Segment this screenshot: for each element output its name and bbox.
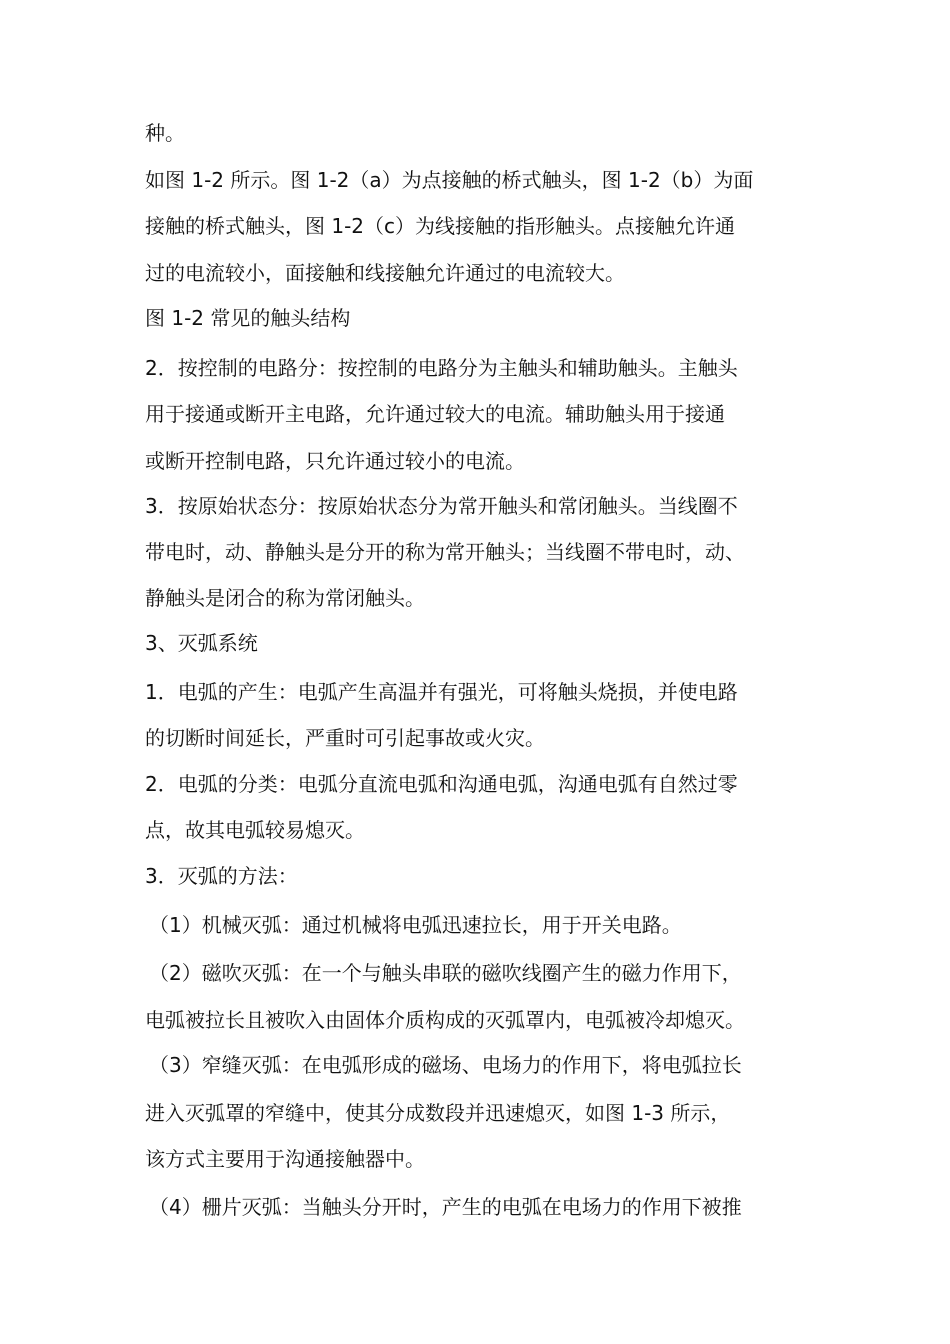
text-line: 该方式主要用于沟通接触器中。 — [145, 1147, 425, 1171]
text-line: 接触的桥式触头，图 1-2（c）为线接触的指形触头。点接触允许通 — [145, 214, 736, 238]
text-line: 用于接通或断开主电路，允许通过较大的电流。辅助触头用于接通 — [145, 402, 725, 426]
text-line: 3．按原始状态分：按原始状态分为常开触头和常闭触头。当线圈不 — [145, 494, 738, 518]
text-line: 带电时，动、静触头是分开的称为常开触头；当线圈不带电时，动、 — [145, 540, 745, 564]
text-line: （4）栅片灭弧：当触头分开时，产生的电弧在电场力的作用下被推 — [149, 1195, 742, 1219]
text-line: 过的电流较小，面接触和线接触允许通过的电流较大。 — [145, 261, 625, 285]
text-line: 1．电弧的产生：电弧产生高温并有强光，可将触头烧损，并使电路 — [145, 680, 738, 704]
text-line: 静触头是闭合的称为常闭触头。 — [145, 586, 425, 610]
text-line: 如图 1-2 所示。图 1-2（a）为点接触的桥式触头，图 1-2（b）为面 — [145, 168, 754, 192]
text-line: 或断开控制电路，只允许通过较小的电流。 — [145, 449, 525, 473]
text-line: 的切断时间延长，严重时可引起事故或火灾。 — [145, 726, 545, 750]
text-line: 进入灭弧罩的窄缝中，使其分成数段并迅速熄灭，如图 1-3 所示， — [145, 1101, 731, 1125]
figure-caption: 图 1-2 常见的触头结构 — [145, 306, 351, 330]
text-line: （1）机械灭弧：通过机械将电弧迅速拉长，用于开关电路。 — [149, 913, 682, 937]
text-line: 点，故其电弧较易熄灭。 — [145, 818, 365, 842]
text-line: 电弧被拉长且被吹入由固体介质构成的灭弧罩内，电弧被冷却熄灭。 — [145, 1008, 745, 1032]
text-line: 2．电弧的分类：电弧分直流电弧和沟通电弧，沟通电弧有自然过零 — [145, 772, 738, 796]
section-heading: 3、灭弧系统 — [145, 631, 258, 655]
text-line: 2．按控制的电路分：按控制的电路分为主触头和辅助触头。主触头 — [145, 356, 738, 380]
text-line: （3）窄缝灭弧：在电弧形成的磁场、电场力的作用下，将电弧拉长 — [149, 1053, 742, 1077]
text-line: 种。 — [145, 121, 185, 145]
text-line: 3．灭弧的方法： — [145, 864, 298, 888]
text-line: （2）磁吹灭弧：在一个与触头串联的磁吹线圈产生的磁力作用下， — [149, 961, 742, 985]
